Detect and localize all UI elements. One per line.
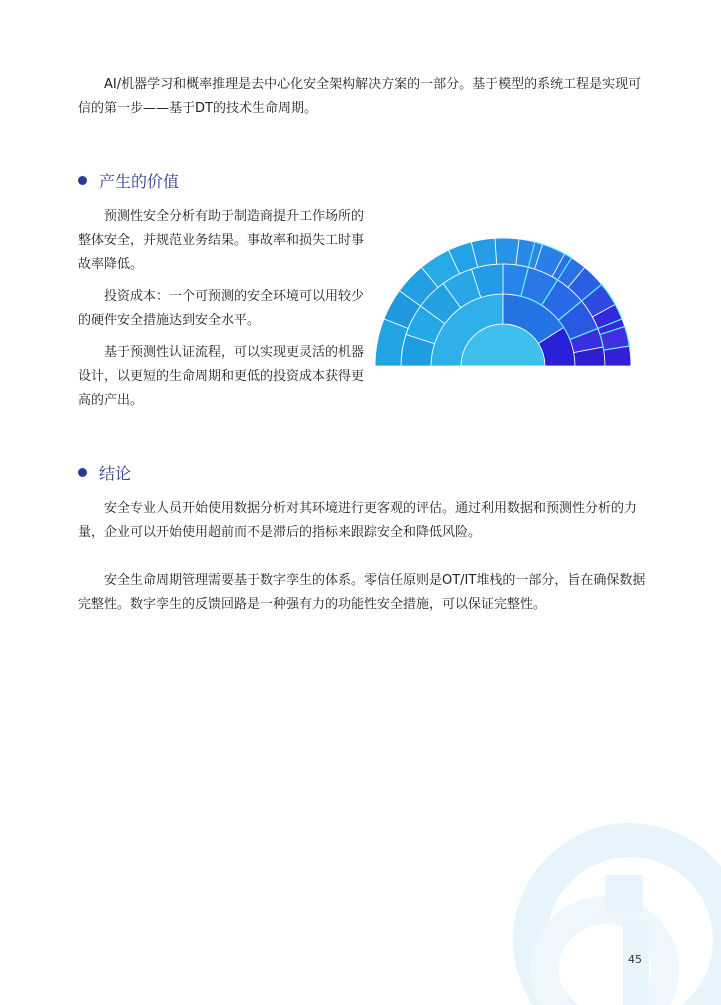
- watermark-block: [605, 875, 643, 913]
- sunburst-ring3-seg-8: [495, 238, 519, 265]
- value-paragraph-3: 基于预测性认证流程，可以实现更灵活的机器设计，以更短的生命周期和更低的投资成本获得更高的产出。: [78, 345, 365, 408]
- page-number: 45: [628, 953, 642, 966]
- value-paragraph-2: 投资成本：一个可预测的安全环境可以用较少的硬件安全措施达到安全水平。: [78, 289, 365, 328]
- intro-paragraph: AI/机器学习和概率推理是去中心化安全架构解决方案的一部分。基于模型的系统工程是实现可信的第一步——基于DT的技术生命周期。: [78, 77, 642, 116]
- section-value-heading: [78, 169, 179, 192]
- conclusion-paragraph-2: 安全生命周期管理需要基于数字孪生的体系。零信任原则是OT/IT堆栈的一部分，旨在确保数据完整性。数字孪生的反馈回路是一种强有力的功能性安全措施，可以保证完整性。: [78, 573, 646, 612]
- bullet-icon: [78, 176, 87, 185]
- section-conclusion-heading: [78, 461, 131, 484]
- section-title: 结论: [99, 464, 132, 483]
- value-paragraph-1: 预测性安全分析有助于制造商提升工作场所的整体安全，并规范业务结果。事故率和损失工时事故率降低。: [78, 209, 365, 272]
- section-title: 产生的价值: [99, 172, 180, 191]
- bullet-icon: [78, 468, 87, 477]
- watermark-logo: [455, 820, 721, 1005]
- semicircle-sunburst-figure: [368, 226, 638, 368]
- conclusion-paragraph-1: 安全专业人员开始使用数据分析对其环境进行更客观的评估。通过利用数据和预测性分析的力量，企业可以开始使用超前而不是滞后的指标来跟踪安全和降低风险。: [78, 501, 638, 540]
